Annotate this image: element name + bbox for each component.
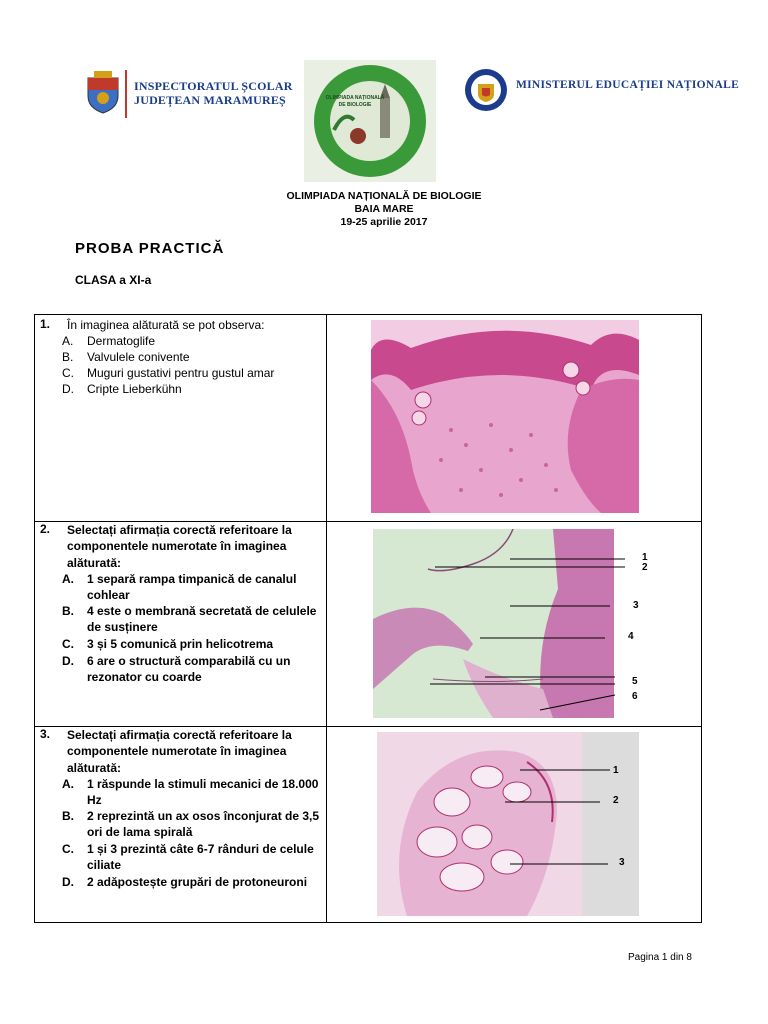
answer-option[interactable]: D. 6 are o structură comparabilă cu un rezonator cu coarde (62, 654, 291, 685)
diagram-label: 6 (632, 691, 638, 702)
judet-crest-icon (86, 70, 120, 114)
olimpiada-logo-text: OLIMPIADA NAȚIONALĂ DE BIOLOGIE (325, 95, 385, 108)
diagram-label: 3 (633, 600, 639, 611)
question-text: Selectați afirmația corectă referitoare la componentele numerotate în imaginea alăturată: (67, 523, 292, 570)
diagram-label: 2 (613, 795, 619, 806)
guvern-crest-icon (464, 68, 508, 112)
page-number: Pagina 1 din 8 (628, 952, 692, 963)
diagram-label: 1 (642, 552, 648, 563)
diagram-label: 1 (613, 765, 619, 776)
answer-option[interactable]: B. 4 este o membrană secretată de celulele de susținere (62, 604, 317, 635)
question-number: 2. (40, 522, 51, 536)
answer-option[interactable]: C. Muguri gustativi pentru gustul amar (62, 366, 275, 380)
diagram-label: 4 (628, 631, 634, 642)
event-title: OLIMPIADA NAȚIONALĂ DE BIOLOGIE BAIA MARE 19-25 aprilie 2017 (286, 190, 482, 228)
label-pointer-lines (500, 765, 620, 870)
answer-option[interactable]: B. Valvulele conivente (62, 350, 190, 364)
answer-option[interactable]: B. 2 reprezintă un ax osos înconjurat de 3,5 ori de lama spirală (62, 809, 320, 840)
question-number: 3. (40, 727, 51, 741)
table-column-divider (326, 314, 327, 923)
minister-logo-text: MINISTERUL EDUCAȚIEI NAȚIONALE (516, 79, 740, 91)
diagram-label: 3 (619, 857, 625, 868)
answer-option[interactable]: D. Cripte Lieberkühn (62, 382, 182, 396)
diagram-label: 5 (632, 676, 638, 687)
question-text: Selectați afirmația corectă referitoare la componentele numerotate în imaginea alăturată: (67, 728, 292, 775)
histology-image-tongue (371, 320, 639, 513)
label-pointer-lines (420, 550, 630, 715)
question-text: În imaginea alăturată se pot observa: (67, 318, 265, 332)
answer-option[interactable]: D. 2 adăpostește grupări de protoneuroni (62, 875, 308, 889)
answer-option[interactable]: C. 3 și 5 comunică prin helicotrema (62, 637, 274, 651)
answer-option[interactable]: A. 1 separă rampa timpanică de canalul cohlear (62, 572, 297, 603)
exam-section-title: PROBA PRACTICĂ (75, 240, 225, 257)
diagram-label: 2 (642, 562, 648, 573)
answer-option[interactable]: C. 1 și 3 prezintă câte 6-7 rânduri de celule ciliate (62, 842, 314, 873)
answer-option[interactable]: A. Dermatoglife (62, 334, 156, 348)
answer-option[interactable]: A. 1 răspunde la stimuli mecanici de 18.000 Hz (62, 777, 319, 808)
logo-divider (125, 70, 127, 118)
olimpiada-logo (304, 60, 436, 182)
class-label: CLASA a XI-a (75, 273, 152, 287)
question-number: 1. (40, 317, 51, 331)
inspectorat-logo-text: INSPECTORATUL ȘCOLAR JUDEȚEAN MARAMUREȘ (134, 79, 293, 107)
